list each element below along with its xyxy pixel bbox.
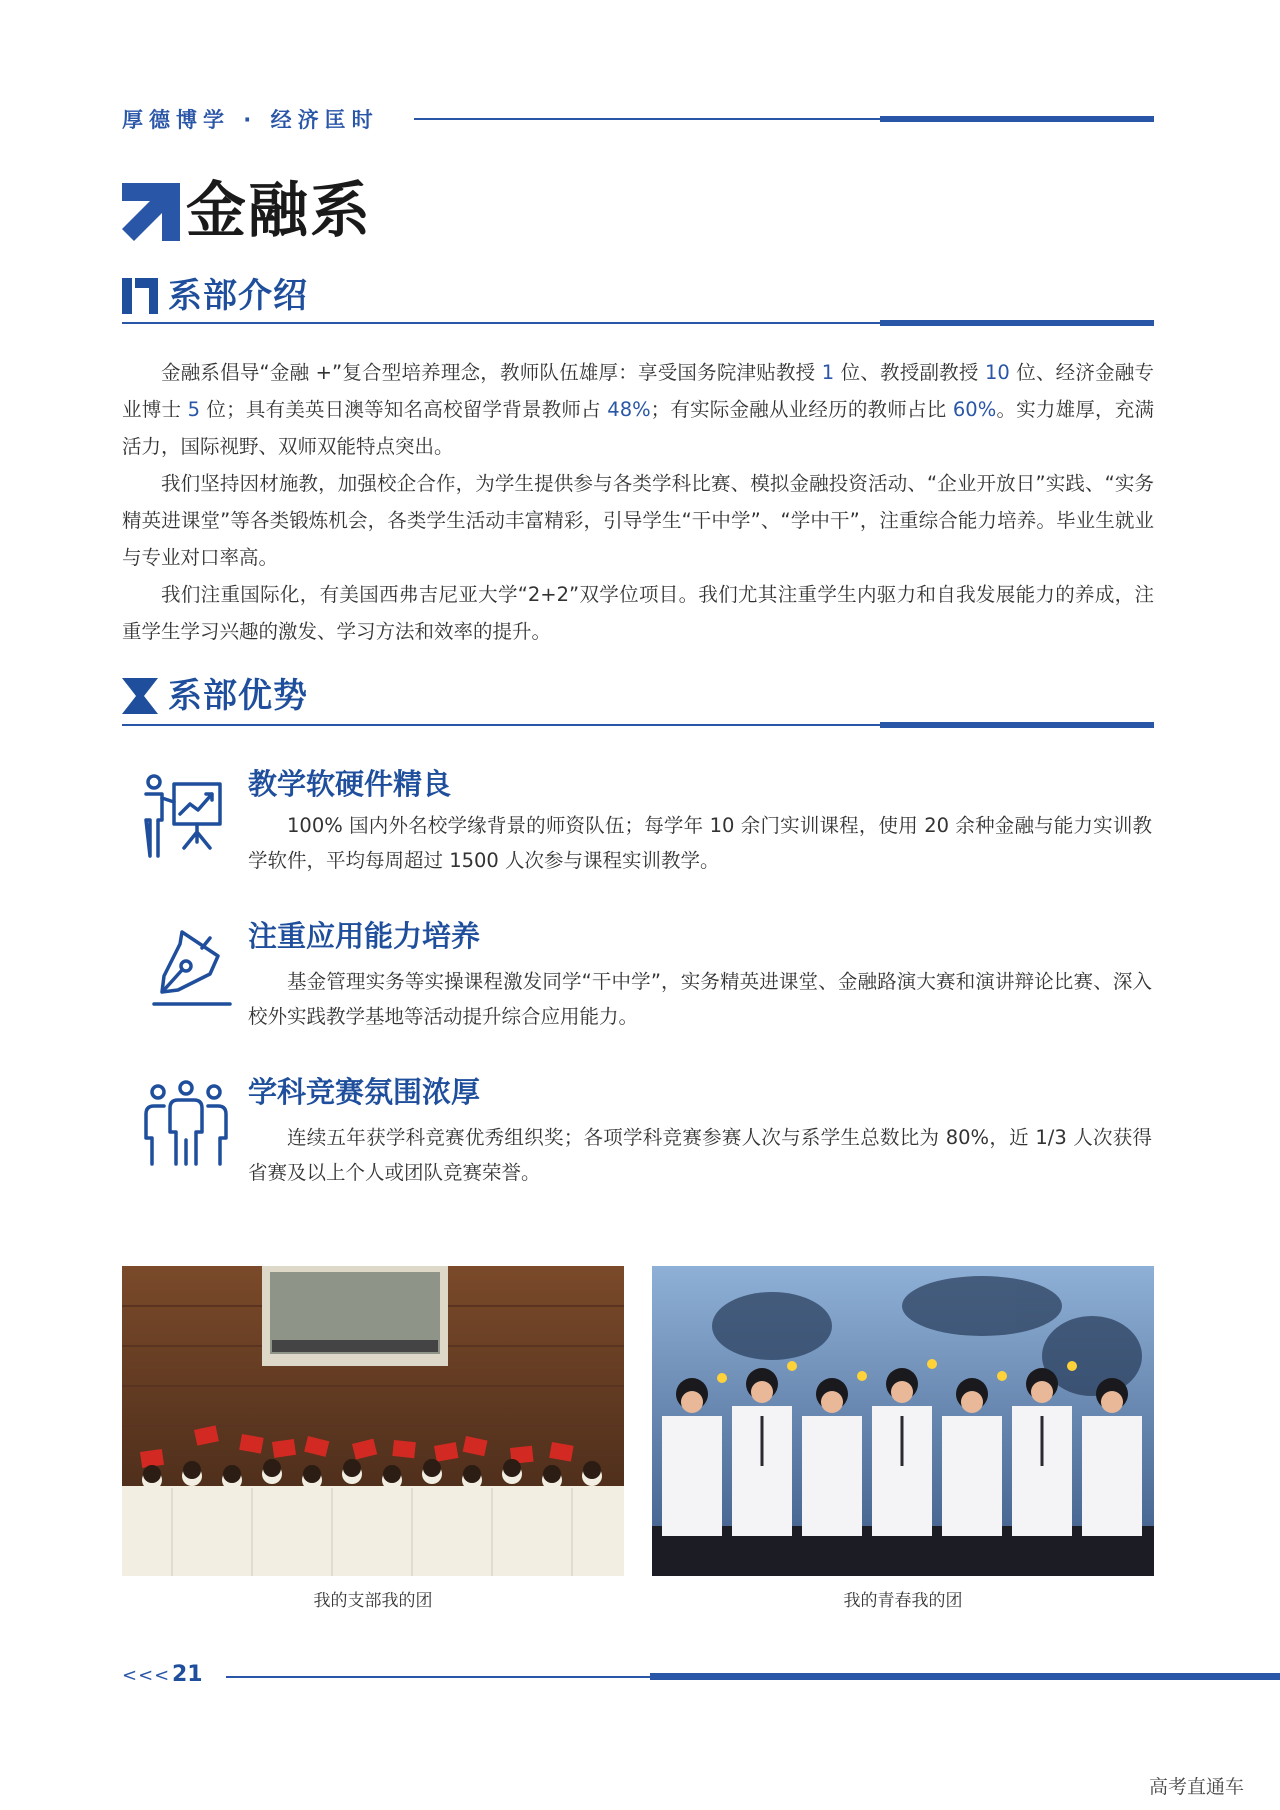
page-number: 21 [172,1662,203,1687]
photo-choir-flags [122,1266,624,1576]
text-segment: 位；具有美英日澳等知名高校留学背景教师占 [200,398,608,421]
arrow-up-right-icon [122,183,180,241]
hourglass-icon [122,678,158,714]
text-segment: 位、教授副教授 [834,361,985,384]
section-title-advantages: 系部优势 [168,676,308,716]
pen-nib-icon [148,924,236,1012]
section-title-intro: 系部介绍 [168,276,308,316]
intro-paragraph-1 [122,354,1154,465]
group-people-icon [142,1080,230,1168]
teacher-presentation-icon [140,772,228,860]
text-segment: 金融系倡导“金融 +”复合型培养理念，教师队伍雄厚：享受国务院津贴教授 [161,361,822,384]
watermark: 高考直通车 [1148,1776,1244,1798]
advantage-text-3: 连续五年获学科竞赛优秀组织奖；各项学科竞赛参赛人次与系学生总数比为 80%，近 1/3 人次获得省赛及以上个人或团队竞赛荣誉。 [248,1126,1152,1184]
advantage-text-1: 100% 国内外名校学缘背景的师资队伍；每学年 10 余门实训课程，使用 20 余种金融与能力实训教学软件，平均每周超过 1500 人次参与课程实训教学。 [248,814,1152,872]
section-bar-icon [122,278,158,314]
footer-arrows: <<< [122,1665,171,1686]
intro-text [122,354,1154,650]
advantage-title-1: 教学软硬件精良 [248,767,452,801]
highlight-number: 48% [607,398,651,421]
advantage-text-2: 基金管理实务等实操课程激发同学“干中学”，实务精英进课堂、金融路演大赛和演讲辩论比赛、深入校外实践教学基地等活动提升综合应用能力。 [248,970,1152,1028]
intro-paragraph-3: 我们注重国际化，有美国西弗吉尼亚大学“2+2”双学位项目。我们尤其注重学生内驱力和自我发展能力的养成，注重学生学习兴趣的激发、学习方法和效率的提升。 [122,583,1154,643]
advantage-title-2: 注重应用能力培养 [248,919,481,953]
page-title: 金融系 [186,176,372,246]
photo-caption-2: 我的青春我的团 [843,1591,963,1611]
photo-caption-1: 我的支部我的团 [313,1591,433,1611]
text-segment: 位、经济金融专业博士 [122,361,1154,421]
text-segment: 。实力雄厚，充满活力，国际视野、双师双能特点突出。 [122,398,1154,458]
section-divider-accent [880,722,1154,728]
header-slogan: 厚德博学 · 经济匡时 [122,108,379,132]
advantage-title-3: 学科竞赛氛围浓厚 [248,1075,481,1109]
header-divider-accent [880,116,1154,122]
section-divider-accent [880,320,1154,326]
highlight-number: 10 [985,361,1010,384]
text-segment: ；有实际金融从业经历的教师占比 [650,398,953,421]
highlight-number: 60% [952,398,997,421]
intro-paragraph-2: 我们坚持因材施教，加强校企合作，为学生提供参与各类学科比赛、模拟金融投资活动、“企业开放日”实践、“实务精英进课堂”等各类锻炼机会，各类学生活动丰富精彩，引导学生“干中学”、“学中干”，注重综合能力培养。毕业生就业与专业对口率高。 [122,472,1154,569]
photo-students-singing [652,1266,1154,1576]
highlight-number: 5 [187,398,201,421]
highlight-number: 1 [821,361,835,384]
footer-divider-accent [650,1673,1280,1680]
